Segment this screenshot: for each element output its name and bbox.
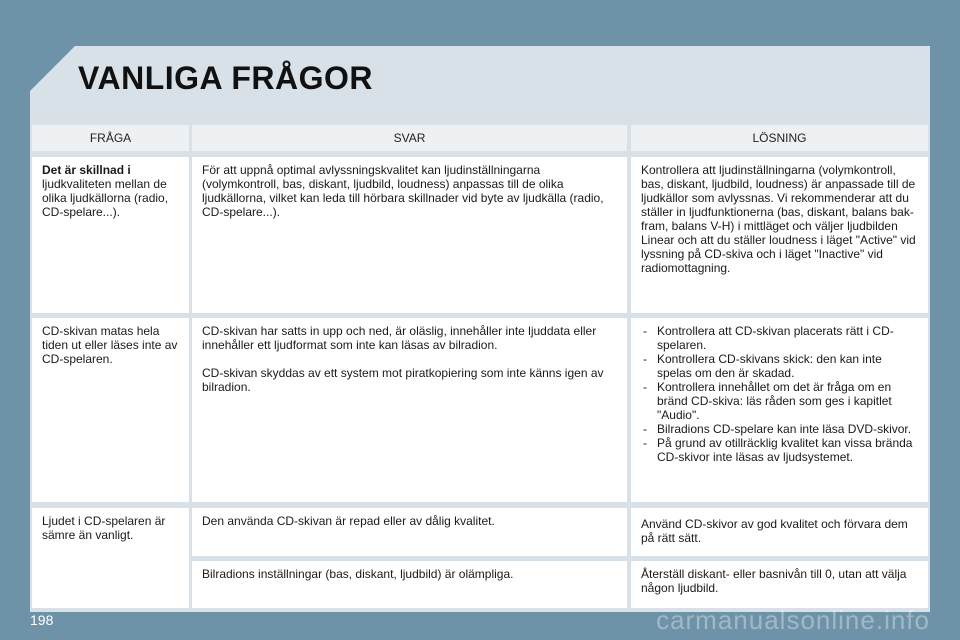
table-row-3-question [32,508,189,608]
answer-paragraph: För att uppnå optimal avlyssningskvalitet kan ljudinställningarna (volymkontroll, bas, diskant, ljudbild, loudness) anpassas till de olika ljudkällorna, vilket kan leda till hörbara skillnader vid byte av ljudkälla (radio, CD-spelare...). [202,163,604,219]
question-text: CD-skivan matas hela tiden ut eller läses inte av CD-spelaren. [42,324,178,366]
question-text: ljudkvaliteten mellan de olika ljudkällorna (radio, CD-spelare...). [42,177,169,219]
table-row-2-answer [192,318,627,502]
answer-paragraph: CD-skivan har satts in upp och ned, är oläslig, innehåller inte ljuddata eller innehåller ett ljudformat som inte kan läsas av bilradion. [202,324,597,352]
table-row-2-question [32,318,189,502]
solution-list-item: - Bilradions CD-spelare kan inte läsa DVD-skivor. [641,422,918,436]
solution-list [641,324,918,464]
question-text: Ljudet i CD-spelaren är sämre än vanligt. [42,514,166,542]
solution-text: Använd CD-skivor av god kvalitet och förvara dem på rätt sätt. [641,517,908,545]
page-title: VANLIGA FRÅGOR [78,60,373,96]
watermark: carmanualsonline.info [656,605,930,635]
solution-text: Återställ diskant- eller basnivån till 0, utan att välja någon ljudbild. [641,567,907,595]
table-row-3b-solution [631,561,928,608]
answer-paragraph: Bilradions inställningar (bas, diskant, ljudbild) är olämpliga. [202,567,514,581]
column-header-question: FRÅGA [32,125,189,151]
table-row-1-answer [192,157,627,313]
solution-list-item: - Kontrollera CD-skivans skick: den kan inte spelas om den är skadad. [641,352,918,380]
page-number: 198 [30,612,54,628]
solution-list-item: - Kontrollera innehållet om det är fråga om en bränd CD-skiva: läs råden som ges i kapitlet "Audio". [641,380,918,422]
table-row-2-solution [631,318,928,502]
table-row-1-question [32,157,189,313]
question-bold-text: Det är skillnad i [42,163,131,177]
table-row-3b-answer [192,561,627,608]
column-header-solution: LÖSNING [631,125,928,151]
answer-paragraph: CD-skivan skyddas av ett system mot piratkopiering som inte känns igen av bilradion. [202,366,604,394]
table-row-3a-answer [192,508,627,556]
answer-paragraph: Den använda CD-skivan är repad eller av dålig kvalitet. [202,514,495,528]
column-header-answer: SVAR [192,125,627,151]
solution-list-item: - På grund av otillräcklig kvalitet kan vissa brända CD-skivor inte läsas av ljudsystemet. [641,436,918,464]
table-row-3a-solution [631,508,928,556]
solution-list-item: - Kontrollera att CD-skivan placerats rätt i CD-spelaren. [641,324,918,352]
table-row-1-solution [631,157,928,313]
solution-text: Kontrollera att ljudinställningarna (volymkontroll, bas, diskant, ljudbild, loudness) är anpassade till de ljudkällor som avlyssnas. Vi rekommenderar att du ställer in ljudfunktionerna (bas, diskant, balans bak-fram, balans V-H) i mittläget och väljer ljudbilden Linear och att du ställer loudness i läget "Active" vid lyssning på CD-skiva och i läget "Inactive" vid radiomottagning. [641,163,916,275]
